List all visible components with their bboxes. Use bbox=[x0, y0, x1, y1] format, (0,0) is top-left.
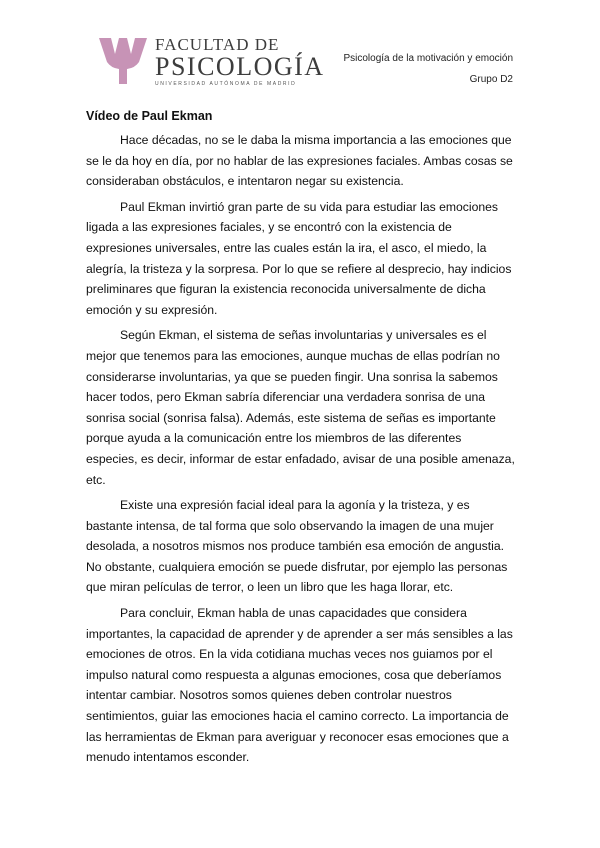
document-body bbox=[86, 106, 516, 773]
paragraph-3: Según Ekman, el sistema de señas involuntarias y universales es el mejor que tenemos para las emociones, aunque muchas de ellas podrían no considerarse involuntarias, ya que se pueden fingir. Una sonrisa la sabemos hacer todos, pero Ekman sabría diferenciar una verdadera sonrisa de una sonrisa social (sonrisa falsa). Además, este sistema de señas es importante porque ayuda a la comunicación entre los miembros de las diferentes especies, es decir, informar de estar enfadado, avisar de una posible amenaza, etc. bbox=[86, 328, 515, 487]
logo-line-1: FACULTAD DE bbox=[155, 35, 280, 54]
paragraph-4: Existe una expresión facial ideal para la agonía y la tristeza, y es bastante intensa, de tal forma que solo observando la imagen de una mujer desolada, a nosotros mismos nos produce también esa emoción de angustia. No obstante, cualquiera emoción se puede disfrutar, por ejemplo las personas que miran películas de terror, o leen un libro que les haga llorar, etc. bbox=[86, 498, 508, 595]
paragraph-1: Hace décadas, no se le daba la misma importancia a las emociones que se le da hoy en día, por no hablar de las expresiones faciales. Ambas cosas se consideraban obstáculos, e intentaron negar su existencia. bbox=[86, 133, 513, 189]
paragraph-2: Paul Ekman invirtió gran parte de su vida para estudiar las emociones ligada a las expresiones faciales, y se encontró con la existencia de expresiones universales, entre las cuales están la ira, el asco, el miedo, la alegría, la tristeza y la sorpresa. Por lo que se refiere al desprecio, hay indicios preliminares que figuran la existencia reconocida universalmente de dicha emoción y su expresión. bbox=[86, 199, 512, 317]
page-header bbox=[0, 0, 600, 100]
logo-line-2: PSICOLOGÍA bbox=[155, 52, 325, 81]
logo-line-3: UNIVERSIDAD AUTÓNOMA DE MADRID bbox=[155, 81, 297, 87]
logo-text bbox=[155, 36, 325, 88]
faculty-logo bbox=[97, 34, 327, 90]
course-name: Psicología de la motivación y emoción bbox=[343, 53, 513, 64]
psi-logo-icon bbox=[97, 34, 149, 86]
group-name: Grupo D2 bbox=[469, 74, 513, 85]
document-title: Vídeo de Paul Ekman bbox=[86, 109, 213, 123]
paragraph-5: Para concluir, Ekman habla de unas capacidades que considera importantes, la capacidad de aprender y de aprender a ser más sensibles a las emociones de otros. En la vida cotidiana muchas veces nos guiamos por el impulso natural como respuesta a algunas emociones, cosa que deberíamos intentar cambiar. Nosotros somos quienes deben controlar nuestros sentimientos, guiar las emociones hacia el camino correcto. La importancia de las herramientas de Ekman para averiguar y reconocer esas emociones que a menudo intentamos esconder. bbox=[86, 606, 513, 765]
